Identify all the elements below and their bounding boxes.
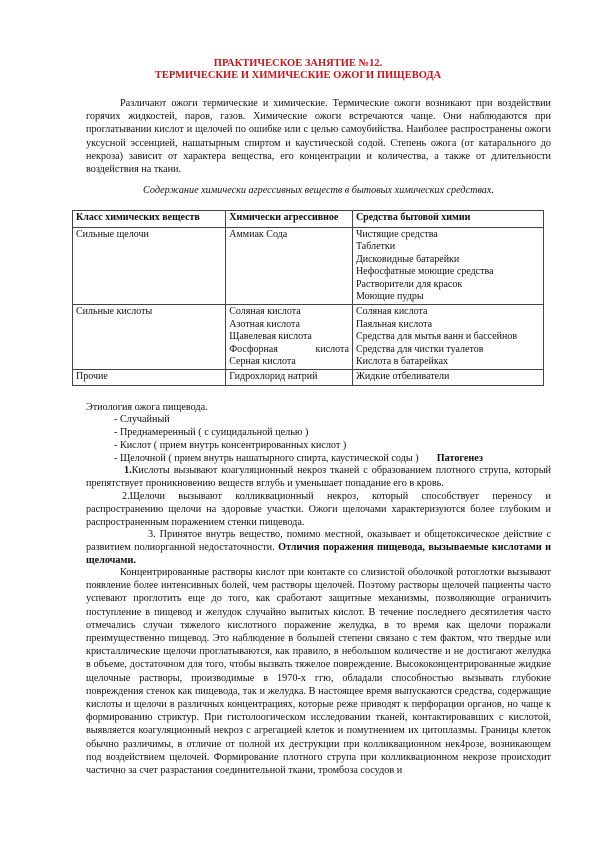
paragraph-number: 1.: [124, 465, 132, 476]
product-item: Соляная кислота: [355, 306, 428, 318]
differences-paragraph: [86, 566, 551, 777]
page-subtitle: ТЕРМИЧЕСКИЕ И ХИМИЧЕСКИЕ ОЖОГИ ПИЩЕВОДА: [154, 70, 442, 81]
pathogenesis-paragraph-2: [86, 490, 551, 530]
product-item: Кислота в батарейках: [355, 356, 449, 368]
paragraph-text: 2.Щелочи вызывают колликвационный некроз, который способствует переносу и распространению щелочи на здоровые участки. Ожоги щелочами характеризуются более глубоким и распространенным поражением стенки пищевода.: [86, 491, 551, 529]
product-item: Растворители для красок: [355, 278, 463, 290]
product-item: Паяльная кислота: [355, 318, 433, 330]
table-header-products: Средства бытовой химии: [352, 211, 543, 228]
etiology-item: - Случайный: [114, 414, 170, 425]
table-cell-agents: [226, 305, 353, 370]
product-item: Чистящие средства: [355, 229, 438, 240]
agent-item: [229, 344, 349, 356]
product-item: Моющие пудры: [355, 291, 424, 303]
page-title: ПРАКТИЧЕСКОЕ ЗАНЯТИЕ №12.: [213, 58, 383, 69]
table-cell-class: Сильные кислоты: [73, 305, 226, 370]
table-caption: Содержание химически агрессивных веществ в бытовых химических средствах.: [143, 185, 494, 196]
table-cell-agents: Аммиак Сода: [226, 228, 353, 305]
intro-text: Различают ожоги термические и химические. Термические ожоги возникают при воздействии горячих жидкостей, паров, газов. Химические ожоги встречаются чаще. Они наблюдаются при проглатывании кислот и щелочей по ошибке или с целью самоубийства. Наиболее распространены ожоги уксусной эссенцией, нашатырным спиртом и каустической содой. Степень ожога (от катарального до некроза) зависит от характера вещества, его концентрации и количества, а также от длительности воздействия на ткани.: [86, 98, 551, 176]
table-cell-products: [352, 228, 543, 305]
table-cell-products: Жидкие отбеливатели: [352, 370, 543, 385]
table-cell-class: Прочие: [73, 370, 226, 385]
agent-item: Серная кислота: [229, 356, 296, 368]
etiology-item: - Преднамеренный ( с суицидальной целью ): [114, 427, 309, 438]
agent-word: кислота: [315, 343, 349, 355]
etiology-title: Этиология ожога пищевода.: [86, 402, 208, 413]
agent-item: Щавелевая кислота: [229, 331, 312, 343]
product-item: Таблетки: [355, 241, 396, 253]
table-row: [73, 305, 544, 370]
product-item: Дисковидные батарейки: [355, 253, 460, 265]
intro-paragraph: [86, 97, 551, 176]
product-item: Нефосфатные моющие средства: [355, 266, 494, 278]
chemicals-table: [72, 210, 544, 386]
table-row: [73, 370, 544, 385]
table-cell-products: [352, 305, 543, 370]
pathogenesis-heading: Патогенез: [436, 453, 483, 464]
table-cell-class: Сильные щелочи: [73, 228, 226, 305]
agent-word: Фосфорная: [229, 343, 278, 355]
table-row: [73, 228, 544, 305]
etiology-item-text: - Щелочной ( прием внутрь нашатырного спирта, каустической соды ): [114, 453, 419, 464]
pathogenesis-paragraph-1: [86, 464, 551, 490]
section-heading: Отличия поражения пищевода, вызываемые кислотами и щелочами.: [86, 542, 552, 567]
table-header-row: [73, 211, 544, 228]
paragraph-text: Концентрированные растворы кислот при контакте со слизистой оболочкой ротоглотки вызывают появление более интенсивных болей, чем растворы щелочей. Поэтому растворы щелочей пациенты часто успевают проглотить еще до того, как сработают защитные механизмы, позволяющие ограничить поступление в пищевод и желудок случайно выпитых кислот. В течение последнего десятилетия часто отмечались случаи тяжелого кислотного поражение желудка, в то время как щелочи поражали преимущественно пищевод. Это наблюдение в большей степени связано с тем фактом, что твердые или кристаллические щелочи проглатываются, как правило, в небольшом количестве и не достигают желудка в объеме, достаточном для того, чтобы вызвать тяжелое повреждение. Высококонцентрированные жидкие щелочные растворы, производимые в 1970-х ггю, обладали способностью вызывать глубокие повреждения стенок как пищевода, так и желудка. В настоящее время выпускаются средства, содержащие кислоты и щелочи в различных концентрациях, которые реже приводят к перфорации органов, но чаще к формированию стриктур. При гистолоогическом исследовании тканей, контактировавших с кислотой, выявляется коагуляционный некроз с агрегацией клеток и помутнением их цитоплазмы. Границы клеток обычно различимы, в отличие от полной их деструкции при колликвационном нек4розе, возникающем под воздействием щелочей. Формирование плотного струпа при колликвационном некрозе происходит частично за счет разрастания соединительной ткани, тромбоза сосудов и: [86, 567, 551, 777]
agent-item: Азотная кислота: [229, 318, 300, 330]
product-item: Средства для чистки туалетов: [355, 343, 484, 355]
table-header-class: Класс химических веществ: [73, 211, 226, 228]
agent-item: Соляная кислота: [229, 306, 301, 318]
paragraph-text: 3. Принятое внутрь вещество, помимо местной, оказывает и общетоксическое действие с развитием полиорганной недостаточности.: [86, 529, 551, 554]
product-item: Средства для мытья ванн и бассейнов: [355, 331, 518, 343]
table-header-agent: Химически агрессивное: [226, 211, 353, 228]
table-cell-agents: Гидрохлорид натрий: [226, 370, 353, 385]
pathogenesis-paragraph-3: [86, 528, 551, 568]
paragraph-text: Кислоты вызывают коагуляционный некроз тканей с образованием плотного струпа, который препятствует проникновению веществ вглубь и уменьшает попадание его в кровь.: [86, 465, 551, 490]
etiology-item: - Кислот ( прием внутрь консентрированных кислот ): [114, 440, 347, 451]
